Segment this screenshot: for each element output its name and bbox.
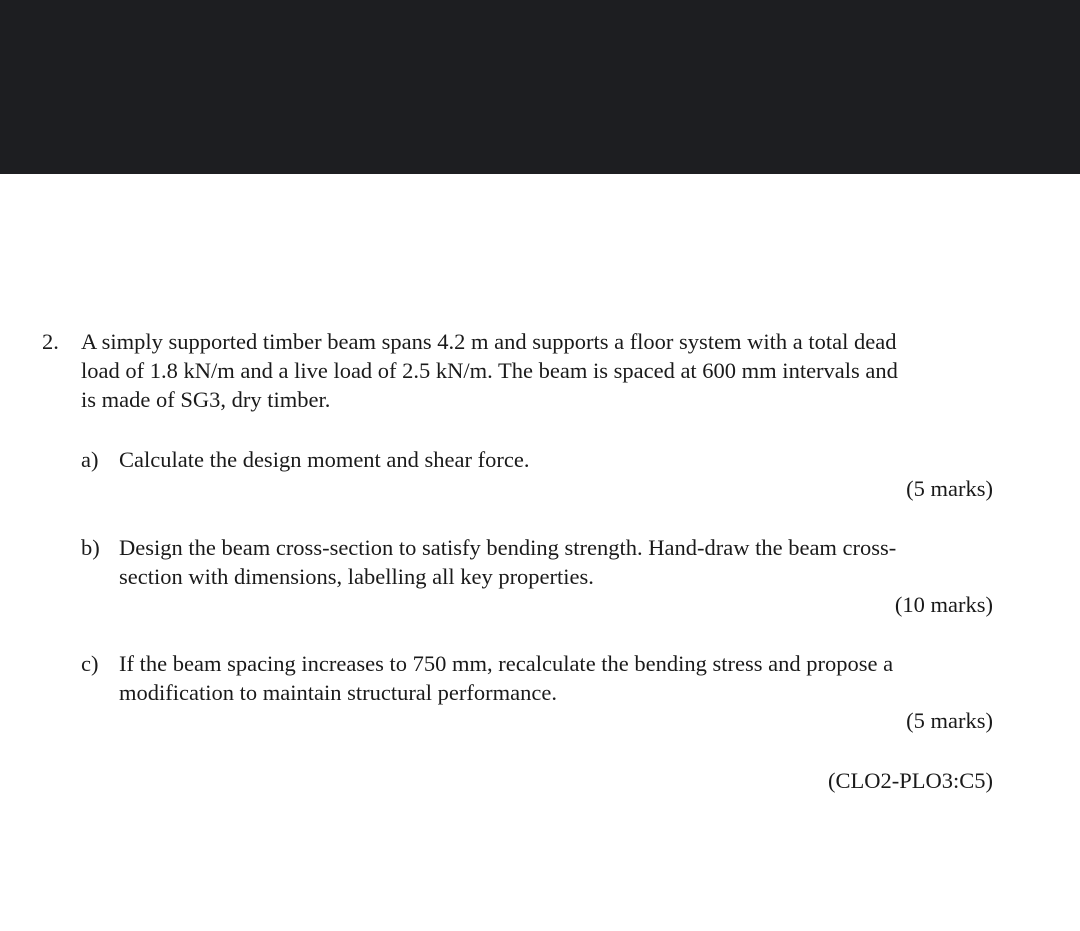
part-c-line: If the beam spacing increases to 750 mm, recalculate the bending stress and propose a <box>119 651 894 676</box>
question-number: 2. <box>42 329 59 354</box>
part-a-text <box>119 445 999 474</box>
part-a-label: a) <box>81 447 99 472</box>
part-b-line: section with dimensions, labelling all key properties. <box>119 564 594 589</box>
part-b-text <box>119 533 999 591</box>
question-stem-line: load of 1.8 kN/m and a live load of 2.5 kN/m. The beam is spaced at 600 mm intervals and <box>81 358 898 383</box>
part-c-text <box>119 649 999 707</box>
part-b-label: b) <box>81 535 100 560</box>
part-b-line: Design the beam cross-section to satisfy bending strength. Hand-draw the beam cross- <box>119 535 897 560</box>
part-c-line: modification to maintain structural performance. <box>119 680 557 705</box>
question-stem <box>81 327 999 414</box>
part-a-line: Calculate the design moment and shear force. <box>119 447 530 472</box>
part-c-marks: (5 marks) <box>906 708 993 733</box>
part-c-label: c) <box>81 651 99 676</box>
question-stem-line: is made of SG3, dry timber. <box>81 387 331 412</box>
question-stem-line: A simply supported timber beam spans 4.2 m and supports a floor system with a total dead <box>81 329 897 354</box>
learning-outcome-code: (CLO2-PLO3:C5) <box>828 768 993 793</box>
part-a-marks: (5 marks) <box>906 476 993 501</box>
part-b-marks: (10 marks) <box>894 592 993 617</box>
